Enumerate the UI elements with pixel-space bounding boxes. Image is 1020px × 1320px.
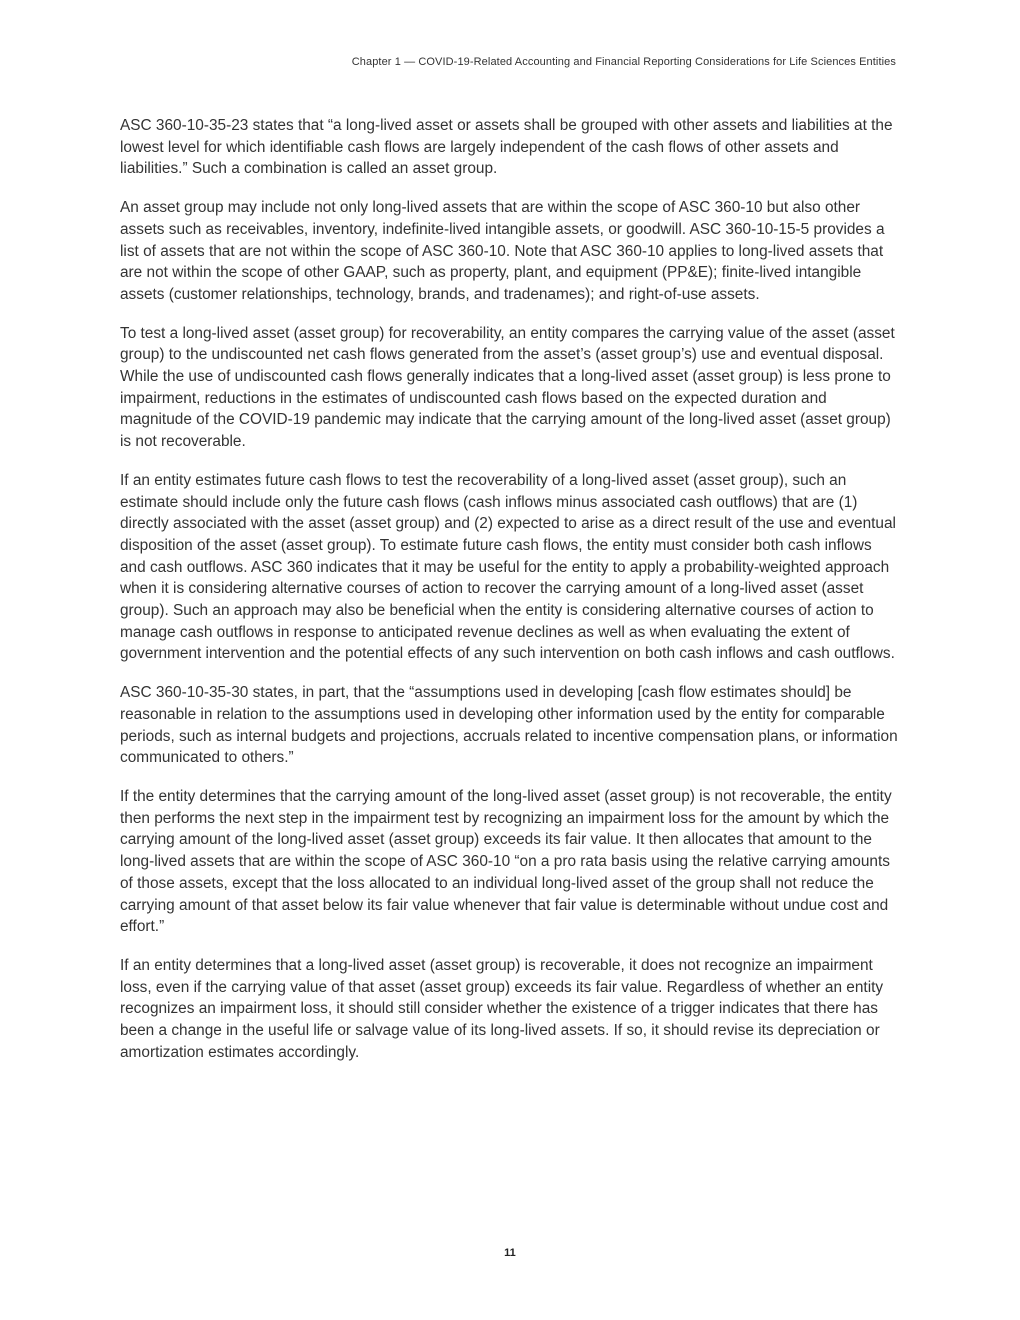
paragraph-asset-group-scope: An asset group may include not only long-lived assets that are within the scope of ASC 360-10 but also other assets such as receivables, inventory, indefinite-lived intangible assets, or goodwill. ASC 360-10-15-5 provides a list of assets that are not within the scope of ASC 360-10. Note that ASC 360-10 applies to long-lived assets that are not within the scope of other GAAP, such as property, plant, and equipment (PP&E); finite-lived intangible assets (customer relationships, technology, brands, and tradenames); and right-of-use assets. — [120, 199, 885, 303]
running-header: Chapter 1 — COVID-19-Related Accounting and Financial Reporting Considerations for Life Sciences Entities — [351, 56, 896, 68]
paragraph-recoverable-asset: If an entity determines that a long-lived asset (asset group) is recoverable, it does not recognize an impairment loss, even if the carrying value of that asset (asset group) exceeds its fair value. Regardless of whether an entity recognizes an impairment loss, it should still consider whether the existence of a trigger indicates that there has been a change in the useful life or salvage value of its long-lived assets. If so, it should revise its depreciation or amortization estimates accordingly. — [120, 956, 884, 1061]
document-body — [120, 115, 900, 1080]
page-number: 11 — [504, 1247, 516, 1259]
paragraph-future-cash-flows: If an entity estimates future cash flows to test the recoverability of a long-lived asset (asset group), such an estimate should include only the future cash flows (cash inflows minus associated cash outflows) that are (1) directly associated with the asset (asset group) and (2) expected to arise as a direct result of the use and eventual disposition of the asset (asset group). To estimate future cash flows, the entity must consider both cash inflows and cash outflows. ASC 360 indicates that it may be useful for the entity to apply a probability-weighted approach when it is considering alternative courses of action to recover the carrying amount of a long-lived asset (asset group). Such an approach may also be beneficial when the entity is considering alternative courses of action to manage cash outflows in response to anticipated revenue declines as well as when evaluating the extent of government intervention and the potential effects of any such intervention on both cash inflows and cash outflows. — [120, 471, 896, 663]
paragraph-recoverability-test: To test a long-lived asset (asset group) for recoverability, an entity compares the carrying value of the asset (asset group) to the undiscounted net cash flows generated from the asset’s (asset group’s) use and eventual disposal. While the use of undiscounted cash flows generally indicates that a long-lived asset (asset group) is less prone to impairment, reductions in the estimates of undiscounted cash flows based on the expected duration and magnitude of the COVID-19 pandemic may indicate that the carrying amount of the long-lived asset (asset group) is not recoverable. — [120, 324, 895, 451]
paragraph-assumptions: ASC 360-10-35-30 states, in part, that the “assumptions used in developing [cash flow estimates should] be reasonable in relation to the assumptions used in developing other information used by the entity for comparable periods, such as internal budgets and projections, accruals related to incentive compensation plans, or information communicated to others.” — [120, 684, 898, 767]
paragraph-impairment-loss: If the entity determines that the carrying amount of the long-lived asset (asset group) is not recoverable, the entity then performs the next step in the impairment test by recognizing an impairment loss for the amount by which the carrying amount of the long-lived asset (asset group) exceeds its fair value. It then allocates that amount to the long-lived assets that are within the scope of ASC 360-10 “on a pro rata basis using the relative carrying amounts of those assets, except that the loss allocated to an individual long-lived asset of the group shall not reduce the carrying amount of that asset below its fair value whenever that fair value is determinable without undue cost and effort.” — [120, 787, 892, 936]
paragraph-asset-grouping: ASC 360-10-35-23 states that “a long-lived asset or assets shall be grouped with other assets and liabilities at the lowest level for which identifiable cash flows are largely independent of the cash flows of other assets and liabilities.” Such a combination is called an asset group. — [120, 117, 893, 178]
